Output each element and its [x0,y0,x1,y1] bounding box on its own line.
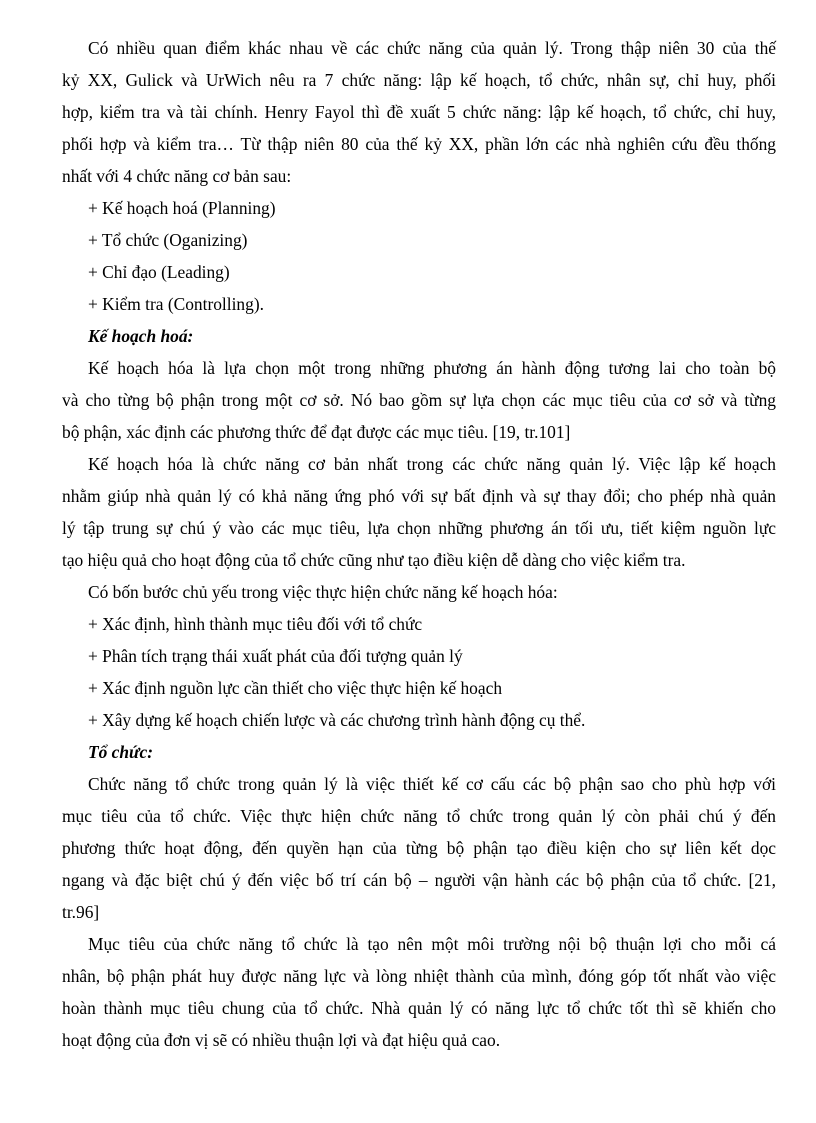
text-line: Kế hoạch hóa là lựa chọn một trong những phương án hành động tương lai cho toàn bộ [88,358,776,378]
text-line: Kế hoạch hóa là chức năng cơ bản nhất trong các chức năng quản lý. Việc lập kế hoạch [88,454,776,474]
list-item: + Chỉ đạo (Leading) [88,262,230,282]
intro-paragraph [62,32,776,192]
planning-paragraph-1 [62,352,776,448]
organizing-heading: Tổ chức: [88,742,153,762]
text-line: Có nhiều quan điểm khác nhau về các chức năng của quản lý. Trong thập niên 30 của thế [88,38,776,58]
text-line: nhân, bộ phận phát huy được năng lực và lòng nhiệt thành của mình, đóng góp tốt nhất vào việc [62,966,776,986]
functions-list [88,192,776,320]
text-line: hoàn thành mục tiêu chung của tổ chức. Nhà quản lý có năng lực tổ chức tốt thì sẽ khiến cho [62,998,776,1018]
text-line: nhất với 4 chức năng cơ bản sau: [62,166,292,186]
list-item: + Xây dựng kế hoạch chiến lược và các chương trình hành động cụ thể. [88,710,586,730]
text-line: hoạt động của đơn vị sẽ có nhiều thuận lợi và đạt hiệu quả cao. [62,1030,501,1050]
text-line: ngang và đặc biệt chú ý đến việc bố trí cán bộ – người vận hành các bộ phận của tổ chức. [21, [62,870,776,890]
organizing-paragraph-1 [62,768,776,928]
text-line: kỷ XX, Gulick và UrWich nêu ra 7 chức năng: lập kế hoạch, tổ chức, nhân sự, chỉ huy, phối [62,70,776,90]
text-line: Chức năng tổ chức trong quản lý là việc thiết kế cơ cấu các bộ phận sao cho phù hợp với [88,774,776,794]
list-item: + Kiểm tra (Controlling). [88,294,264,314]
list-item: + Phân tích trạng thái xuất phát của đối tượng quản lý [88,646,463,666]
text-line: mục tiêu của tổ chức. Việc thực hiện chức năng tổ chức trong quản lý còn phải chú ý đến [62,806,776,826]
list-item: + Tổ chức (Oganizing) [88,230,248,250]
text-line: nhằm giúp nhà quản lý có khả năng ứng phó với sự bất định và sự thay đổi; cho phép nhà quản [62,486,776,506]
planning-paragraph-3: Có bốn bước chủ yếu trong việc thực hiện chức năng kế hoạch hóa: [88,582,558,602]
text-line: lý tập trung sự chú ý vào các mục tiêu, lựa chọn những phương án tối ưu, tiết kiệm nguồn lực [62,518,776,538]
list-item: + Kế hoạch hoá (Planning) [88,198,276,218]
text-line: phương thức hoạt động, đến quyền hạn của từng bộ phận tạo điều kiện cho sự liên kết dọc [62,838,776,858]
list-item: + Xác định nguồn lực cần thiết cho việc thực hiện kế hoạch [88,678,503,698]
text-line: tr.96] [62,902,100,922]
planning-heading: Kế hoạch hoá: [88,326,194,346]
text-line: hợp, kiểm tra và tài chính. Henry Fayol thì đề xuất 5 chức năng: lập kế hoạch, tổ chức, chỉ huy, [62,102,776,122]
planning-steps-list [88,608,776,736]
document-page [62,32,776,1056]
text-line: tạo hiệu quả cho hoạt động của tổ chức cũng như tạo điều kiện dễ dàng cho việc kiểm tra. [62,550,686,570]
text-line: và cho từng bộ phận trong một cơ sở. Nó bao gồm sự lựa chọn các mục tiêu của cơ sở và từng [62,390,776,410]
planning-paragraph-2 [62,448,776,576]
list-item: + Xác định, hình thành mục tiêu đối với tổ chức [88,614,423,634]
text-line: bộ phận, xác định các phương thức để đạt được các mục tiêu. [19, tr.101] [62,422,571,442]
organizing-paragraph-2 [62,928,776,1056]
text-line: Mục tiêu của chức năng tổ chức là tạo nên một môi trường nội bộ thuận lợi cho mỗi cá [88,934,776,954]
text-line: phối hợp và kiểm tra… Từ thập niên 80 của thế kỷ XX, phần lớn các nhà nghiên cứu đều thống [62,134,776,154]
